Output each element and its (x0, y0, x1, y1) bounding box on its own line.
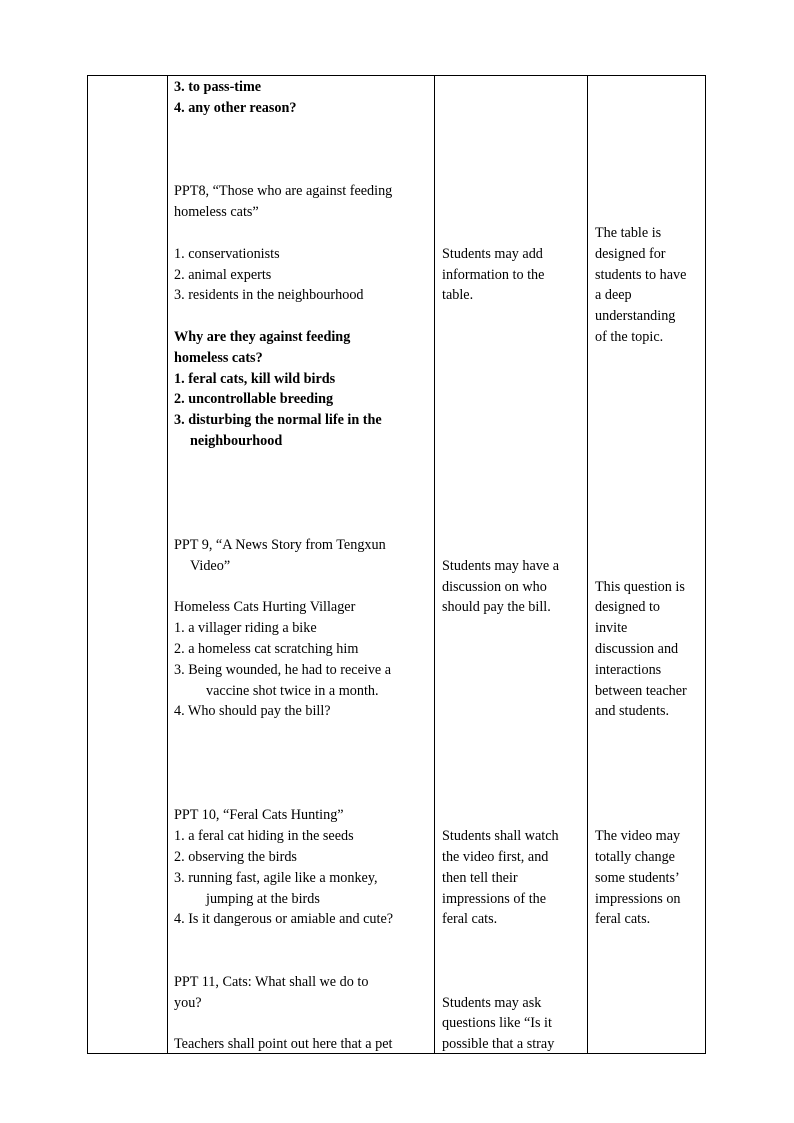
rationale-line: interactions (595, 662, 662, 678)
list-item: 2. animal experts (174, 267, 272, 283)
activity-line: 4. any other reason? (174, 100, 297, 116)
rationale-line: and students. (595, 703, 670, 719)
rationale-line: This question is (595, 579, 685, 595)
student-activity-line: Students may add (442, 246, 543, 262)
student-activity-line: impressions of the (442, 891, 547, 907)
rationale-line: impressions on (595, 891, 681, 907)
rationale-line: totally change (595, 849, 675, 865)
student-activity-line: questions like “Is it (442, 1015, 552, 1031)
list-item: Homeless Cats Hurting Villager (174, 599, 356, 615)
column-divider-1 (167, 76, 168, 1053)
list-item: jumping at the birds (206, 891, 320, 907)
reason-item: 2. uncontrollable breeding (174, 391, 334, 407)
rationale-line: discussion and (595, 641, 679, 657)
list-item: 3. residents in the neighbourhood (174, 287, 364, 303)
student-activity-line: Students may ask (442, 995, 542, 1011)
reason-item: 3. disturbing the normal life in the (174, 412, 382, 428)
question-line: Why are they against feeding (174, 329, 351, 345)
rationale-line: understanding (595, 308, 676, 324)
list-item: vaccine shot twice in a month. (206, 683, 379, 699)
ppt-heading-line: you? (174, 995, 202, 1011)
student-activity-line: feral cats. (442, 911, 498, 927)
rationale-line: The table is (595, 225, 662, 241)
column-divider-3 (587, 76, 588, 1053)
list-item: 3. running fast, agile like a monkey, (174, 870, 378, 886)
column-divider-2 (434, 76, 435, 1053)
list-item: 4. Is it dangerous or amiable and cute? (174, 911, 394, 927)
ppt-heading-line (174, 181, 427, 201)
rationale-line: between teacher (595, 683, 687, 699)
student-activity-line: should pay the bill. (442, 599, 551, 615)
list-item: 4. Who should pay the bill? (174, 703, 331, 719)
student-activity-line: the video first, and (442, 849, 549, 865)
student-activity-line: possible that a stray (442, 1036, 555, 1052)
rationale-line: invite (595, 620, 628, 636)
rationale-line: The video may (595, 828, 681, 844)
rationale-line: designed to (595, 599, 661, 615)
ppt-heading-line: PPT 9, “A News Story from Tengxun (174, 537, 386, 553)
reason-item: neighbourhood (190, 433, 283, 449)
rationale-line: of the topic. (595, 329, 664, 345)
list-item: 1. a villager riding a bike (174, 620, 317, 636)
ppt-heading-line: Video” (190, 558, 231, 574)
rationale-line: designed for (595, 246, 666, 262)
ppt-heading-part: PPT8, “Those who are against feeding (174, 183, 393, 199)
student-activity-line: information to the (442, 267, 545, 283)
student-activity-line: table. (442, 287, 474, 303)
ppt-heading-line: PPT 11, Cats: What shall we do to (174, 974, 369, 990)
student-activity-line: discussion on who (442, 579, 547, 595)
activity-line: 3. to pass-time (174, 79, 262, 95)
rationale-line: some students’ (595, 870, 680, 886)
ppt-heading-line: homeless cats” (174, 204, 259, 220)
list-item: 1. a feral cat hiding in the seeds (174, 828, 354, 844)
body-line: Teachers shall point out here that a pet (174, 1036, 393, 1052)
student-activity-line: Students may have a (442, 558, 560, 574)
reason-item: 1. feral cats, kill wild birds (174, 371, 336, 387)
rationale-line: a deep (595, 287, 632, 303)
question-line: homeless cats? (174, 350, 263, 366)
list-item: 1. conservationists (174, 246, 280, 262)
student-activity-line: then tell their (442, 870, 518, 886)
list-item: 3. Being wounded, he had to receive a (174, 662, 392, 678)
ppt-heading-line: PPT 10, “Feral Cats Hunting” (174, 807, 344, 823)
rationale-line: students to have (595, 267, 687, 283)
rationale-line: feral cats. (595, 911, 651, 927)
student-activity-line: Students shall watch (442, 828, 559, 844)
list-item: 2. a homeless cat scratching him (174, 641, 359, 657)
list-item: 2. observing the birds (174, 849, 297, 865)
